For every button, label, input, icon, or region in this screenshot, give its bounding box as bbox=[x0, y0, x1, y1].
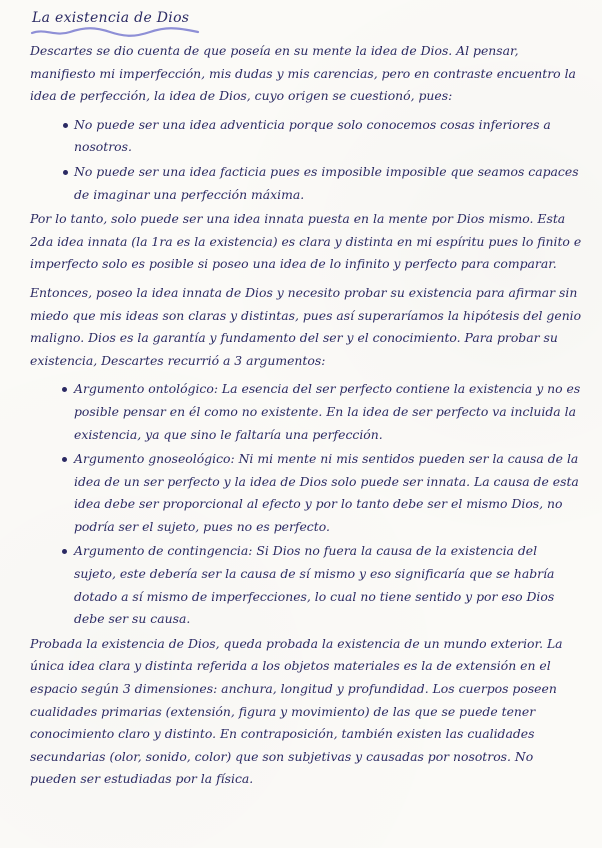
page-title: La existencia de Dios bbox=[32, 10, 190, 26]
list-item bbox=[30, 378, 582, 446]
bullet-dot bbox=[62, 549, 67, 554]
paragraph-innate-idea: Por lo tanto, solo puede ser una idea innata puesta en la mente por Dios mismo. Esta 2da idea innata (la 1ra es la existencia) es clara y distinta en mi espíritu pues lo finito e imperfecto solo es posible si poseo una idea de lo infinito y perfecto para comparar. bbox=[30, 211, 582, 272]
paragraph-arguments-intro: Entonces, poseo la idea innata de Dios y necesito probar su existencia para afirmar sin miedo que mis ideas son claras y distintas, pues así superaríamos la hipótesis del genio maligno. Dios es la garantía y fundamento del ser y el conocimiento. Para probar su existencia, Descartes recurrió a 3 argumentos: bbox=[30, 284, 582, 368]
bullet-dot bbox=[62, 457, 67, 462]
list-item-text: Argumento ontológico: La esencia del ser perfecto contiene la existencia y no es posible pensar en él como no existente. En la idea de ser perfecto va incluida la existencia, ya que sino le faltaría una perfección. bbox=[74, 381, 581, 442]
notes-body bbox=[30, 40, 582, 797]
list-item bbox=[30, 540, 582, 630]
bullet-dot bbox=[63, 170, 68, 175]
bullet-list-idea-origin bbox=[30, 114, 582, 206]
title-underline bbox=[30, 27, 200, 37]
paragraph-intro: Descartes se dio cuenta de que poseía en su mente la idea de Dios. Al pensar, manifiesto mi imperfección, mis dudas y mis carencias, pero en contraste encuentro la idea de perfección, la idea de Dios, cuyo origen se cuestionó, pues: bbox=[30, 43, 576, 104]
list-item-text: Argumento de contingencia: Si Dios no fuera la causa de la existencia del sujeto, este debería ser la causa de sí mismo y eso significaría que se habría dotado a sí mismo de imperfecciones, lo cual no tiene sentido y por eso Dios debe ser su causa. bbox=[74, 543, 555, 627]
list-item-text: Argumento gnoseológico: Ni mi mente ni mis sentidos pueden ser la causa de la idea de un ser perfecto y la idea de Dios solo puede ser innata. La causa de esta idea debe ser proporcional al efecto y por lo tanto debe ser el mismo Dios, no podría ser el sujeto, pues no es perfecto. bbox=[74, 451, 579, 534]
list-item-text: No puede ser una idea facticia pues es imposible imposible que seamos capaces de imaginar una perfección máxima. bbox=[74, 163, 579, 202]
bullet-dot bbox=[62, 387, 67, 392]
bullet-list-arguments bbox=[30, 378, 582, 631]
list-item bbox=[30, 114, 582, 159]
paragraph-external-world: Probada la existencia de Dios, queda probada la existencia de un mundo exterior. La única idea clara y distinta referida a los objetos materiales es la de extensión en el espacio según 3 dimensiones: anchura, longitud y profundidad. Los cuerpos poseen cualidades primarias (extensión, figura y movimiento) de las que se puede tener conocimiento claro y distinto. En contraposición, también existen las cualidades secundarias (olor, sonido, color) que son subjetivas y causadas por nosotros. No pueden ser estudiadas por la física. bbox=[30, 635, 563, 787]
list-item bbox=[30, 448, 582, 538]
list-item bbox=[30, 161, 582, 206]
bullet-dot bbox=[63, 123, 68, 128]
list-item-text: No puede ser una idea adventicia porque solo conocemos cosas inferiores a nosotros. bbox=[74, 116, 551, 155]
